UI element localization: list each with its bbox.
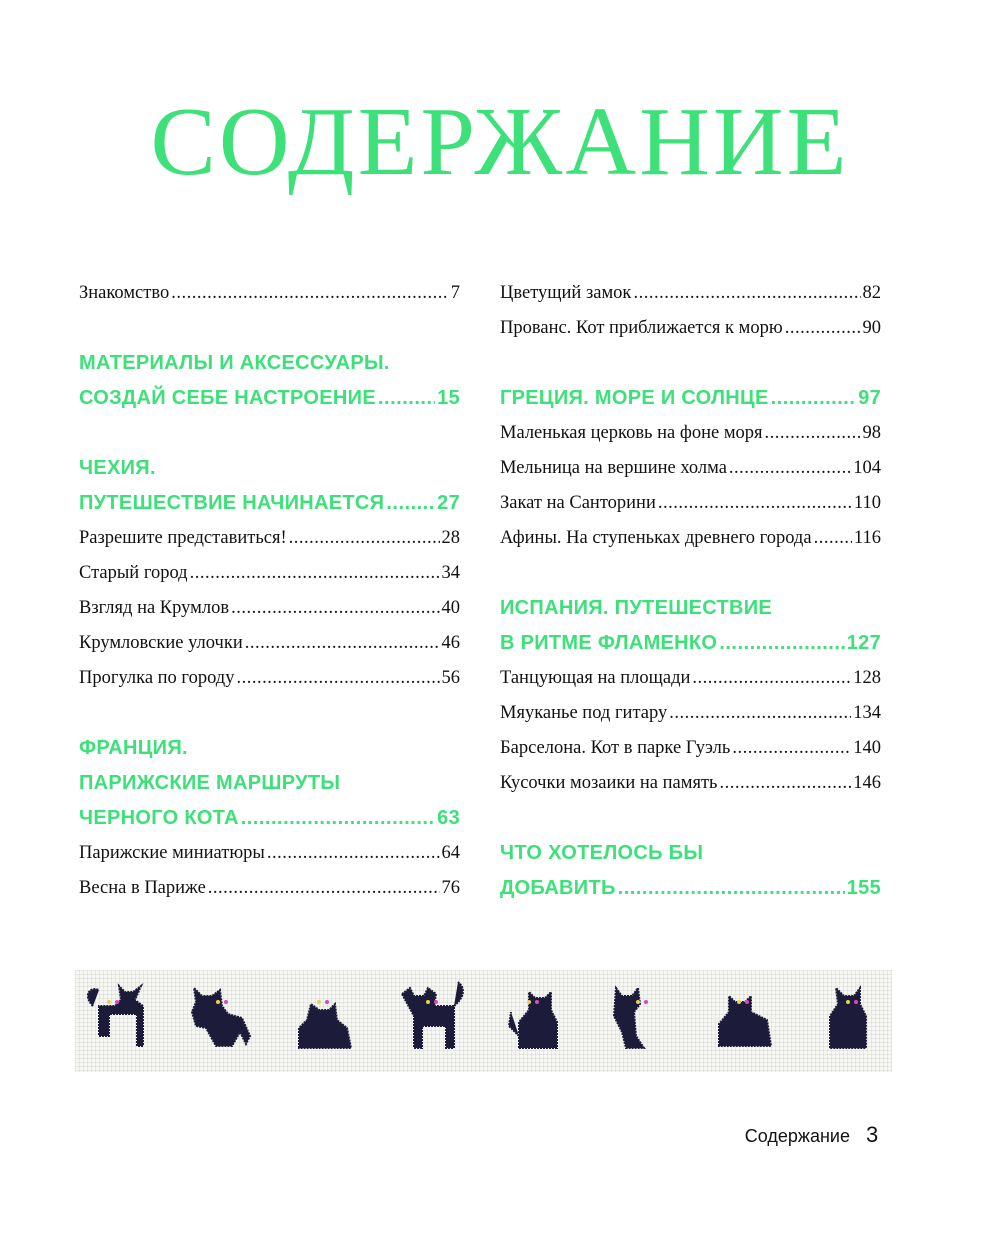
dot-leader: [289, 521, 440, 556]
toc-entry-page: 134: [853, 703, 881, 723]
dot-leader: [171, 276, 449, 311]
toc-entry-page: 110: [853, 493, 881, 513]
section-heading[interactable]: [79, 381, 460, 416]
toc-entry-title: Разрешите представиться!: [79, 528, 287, 548]
black-cat-icon: [709, 976, 789, 1066]
running-footer-label: Содержание: [744, 1126, 850, 1146]
section-heading-page: 97: [858, 387, 881, 409]
section-spacer: [500, 801, 881, 836]
toc-entry[interactable]: [500, 416, 881, 451]
toc-entry[interactable]: [500, 731, 881, 766]
toc-entry[interactable]: [79, 521, 460, 556]
section-heading[interactable]: [79, 801, 460, 836]
toc-entry[interactable]: [500, 311, 881, 346]
section-heading-line[interactable]: ЧЕХИЯ.: [79, 457, 156, 479]
black-cat-icon: [184, 976, 264, 1066]
section-heading-line[interactable]: МАТЕРИАЛЫ И АКСЕССУАРЫ.: [79, 352, 390, 374]
toc-entry-page: 146: [853, 773, 881, 793]
toc-entry-page: 34: [441, 563, 460, 583]
section-heading-line[interactable]: ИСПАНИЯ. ПУТЕШЕСТВИЕ: [500, 597, 773, 619]
toc-left-column: [79, 276, 460, 906]
section-heading-title: ПУТЕШЕСТВИЕ НАЧИНАЕТСЯ: [79, 492, 385, 514]
toc-entry[interactable]: [79, 836, 460, 871]
section-heading-title: СОЗДАЙ СЕБЕ НАСТРОЕНИЕ: [79, 387, 376, 409]
black-cat-icon: [499, 976, 579, 1066]
toc-entry-page: 7: [450, 283, 460, 303]
toc-entry[interactable]: [500, 696, 881, 731]
toc-entry[interactable]: [79, 591, 460, 626]
toc-entry[interactable]: [79, 276, 460, 311]
black-cat-icon: [394, 976, 474, 1066]
toc-entry-title: Закат на Санторини: [500, 493, 656, 513]
dot-leader: [719, 766, 851, 801]
dot-leader: [378, 381, 435, 416]
dot-leader: [633, 276, 860, 311]
toc-entry[interactable]: [500, 766, 881, 801]
dot-leader: [785, 311, 861, 346]
section-heading-line[interactable]: ПАРИЖСКИЕ МАРШРУТЫ: [79, 772, 341, 794]
dot-leader: [231, 591, 439, 626]
toc-entry[interactable]: [79, 556, 460, 591]
toc-entry-page: 46: [441, 633, 460, 653]
toc-entry-title: Парижские миниатюры: [79, 843, 265, 863]
toc-entry-page: 98: [862, 423, 881, 443]
section-heading-title: ГРЕЦИЯ. МОРЕ И СОЛНЦЕ: [500, 387, 769, 409]
section-heading[interactable]: [79, 486, 460, 521]
toc-entry-page: 82: [862, 283, 881, 303]
toc-entry-title: Прованс. Кот приближается к морю: [500, 318, 783, 338]
toc-entry-page: 40: [441, 598, 460, 618]
toc-entry-title: Знакомство: [79, 283, 170, 303]
black-cat-icon: [289, 976, 369, 1066]
dot-leader: [771, 381, 857, 416]
toc-entry-title: Крумловские улочки: [79, 633, 243, 653]
section-heading-line[interactable]: ЧТО ХОТЕЛОСЬ БЫ: [500, 842, 704, 864]
section-spacer: [79, 311, 460, 346]
dot-leader: [814, 521, 852, 556]
toc-entry-page: 90: [862, 318, 881, 338]
dot-leader: [732, 731, 851, 766]
toc-entry-page: 56: [441, 668, 460, 688]
toc-entry-page: 128: [853, 668, 881, 688]
section-heading-title: ЧЕРНОГО КОТА: [79, 807, 239, 829]
toc-entry[interactable]: [500, 276, 881, 311]
section-heading-page: 63: [437, 807, 460, 829]
toc-entry[interactable]: [79, 871, 460, 906]
toc-entry-page: 28: [441, 528, 460, 548]
toc-entry-title: Мяуканье под гитару: [500, 703, 668, 723]
page-number: 3: [866, 1122, 879, 1147]
toc-entry[interactable]: [79, 626, 460, 661]
section-heading-title: В РИТМЕ ФЛАМЕНКО: [500, 632, 718, 654]
toc-entry-title: Кусочки мозаики на память: [500, 773, 718, 793]
toc-entry-title: Старый город: [79, 563, 188, 583]
toc-entry-title: Мельница на вершине холма: [500, 458, 727, 478]
toc-entry-title: Танцующая на площади: [500, 668, 691, 688]
toc-entry-title: Барселона. Кот в парке Гуэль: [500, 738, 731, 758]
toc-right-column: [500, 276, 881, 906]
toc-entry-title: Цветущий замок: [500, 283, 632, 303]
toc-entry-title: Весна в Париже: [79, 878, 206, 898]
dot-leader: [386, 486, 435, 521]
dot-leader: [267, 836, 440, 871]
toc-entry-page: 76: [441, 878, 460, 898]
section-heading-title: ДОБАВИТЬ: [500, 877, 616, 899]
dot-leader: [236, 661, 439, 696]
section-spacer: [79, 416, 460, 451]
black-cat-icon: [604, 976, 684, 1066]
dot-leader: [658, 486, 852, 521]
dot-leader: [208, 871, 440, 906]
dot-leader: [729, 451, 851, 486]
section-spacer: [79, 696, 460, 731]
dot-leader: [190, 556, 440, 591]
toc-entry[interactable]: [500, 451, 881, 486]
cross-stitch-cats-border: [75, 970, 892, 1072]
black-cat-icon: [79, 976, 159, 1066]
toc-entry[interactable]: [500, 521, 881, 556]
toc-entry-title: Взгляд на Крумлов: [79, 598, 230, 618]
toc-entry-page: 64: [441, 843, 460, 863]
toc-entry-title: Маленькая церковь на фоне моря: [500, 423, 763, 443]
section-heading-page: 127: [846, 632, 881, 654]
section-heading[interactable]: [500, 626, 881, 661]
dot-leader: [245, 626, 440, 661]
toc-entry[interactable]: [500, 486, 881, 521]
toc-entry[interactable]: [79, 661, 460, 696]
section-heading[interactable]: [500, 871, 881, 906]
black-cat-icon: [814, 976, 894, 1066]
section-heading-page: 155: [846, 877, 881, 899]
section-spacer: [500, 556, 881, 591]
toc-entry-title: Афины. На ступеньках древнего города: [500, 528, 812, 548]
toc-entry-page: 116: [853, 528, 881, 548]
section-heading-page: 27: [437, 492, 460, 514]
toc-entry-title: Прогулка по городу: [79, 668, 235, 688]
section-heading[interactable]: [500, 381, 881, 416]
dot-leader: [765, 416, 861, 451]
section-spacer: [500, 346, 881, 381]
toc-entry-page: 140: [853, 738, 881, 758]
dot-leader: [692, 661, 851, 696]
toc-entry[interactable]: [500, 661, 881, 696]
toc-entry-page: 104: [853, 458, 881, 478]
dot-leader: [669, 696, 851, 731]
section-heading-line[interactable]: ФРАНЦИЯ.: [79, 737, 188, 759]
dot-leader: [241, 801, 435, 836]
page-title: СОДЕРЖАНИЕ: [150, 88, 850, 196]
section-heading-page: 15: [437, 387, 460, 409]
dot-leader: [719, 626, 844, 661]
dot-leader: [618, 871, 845, 906]
